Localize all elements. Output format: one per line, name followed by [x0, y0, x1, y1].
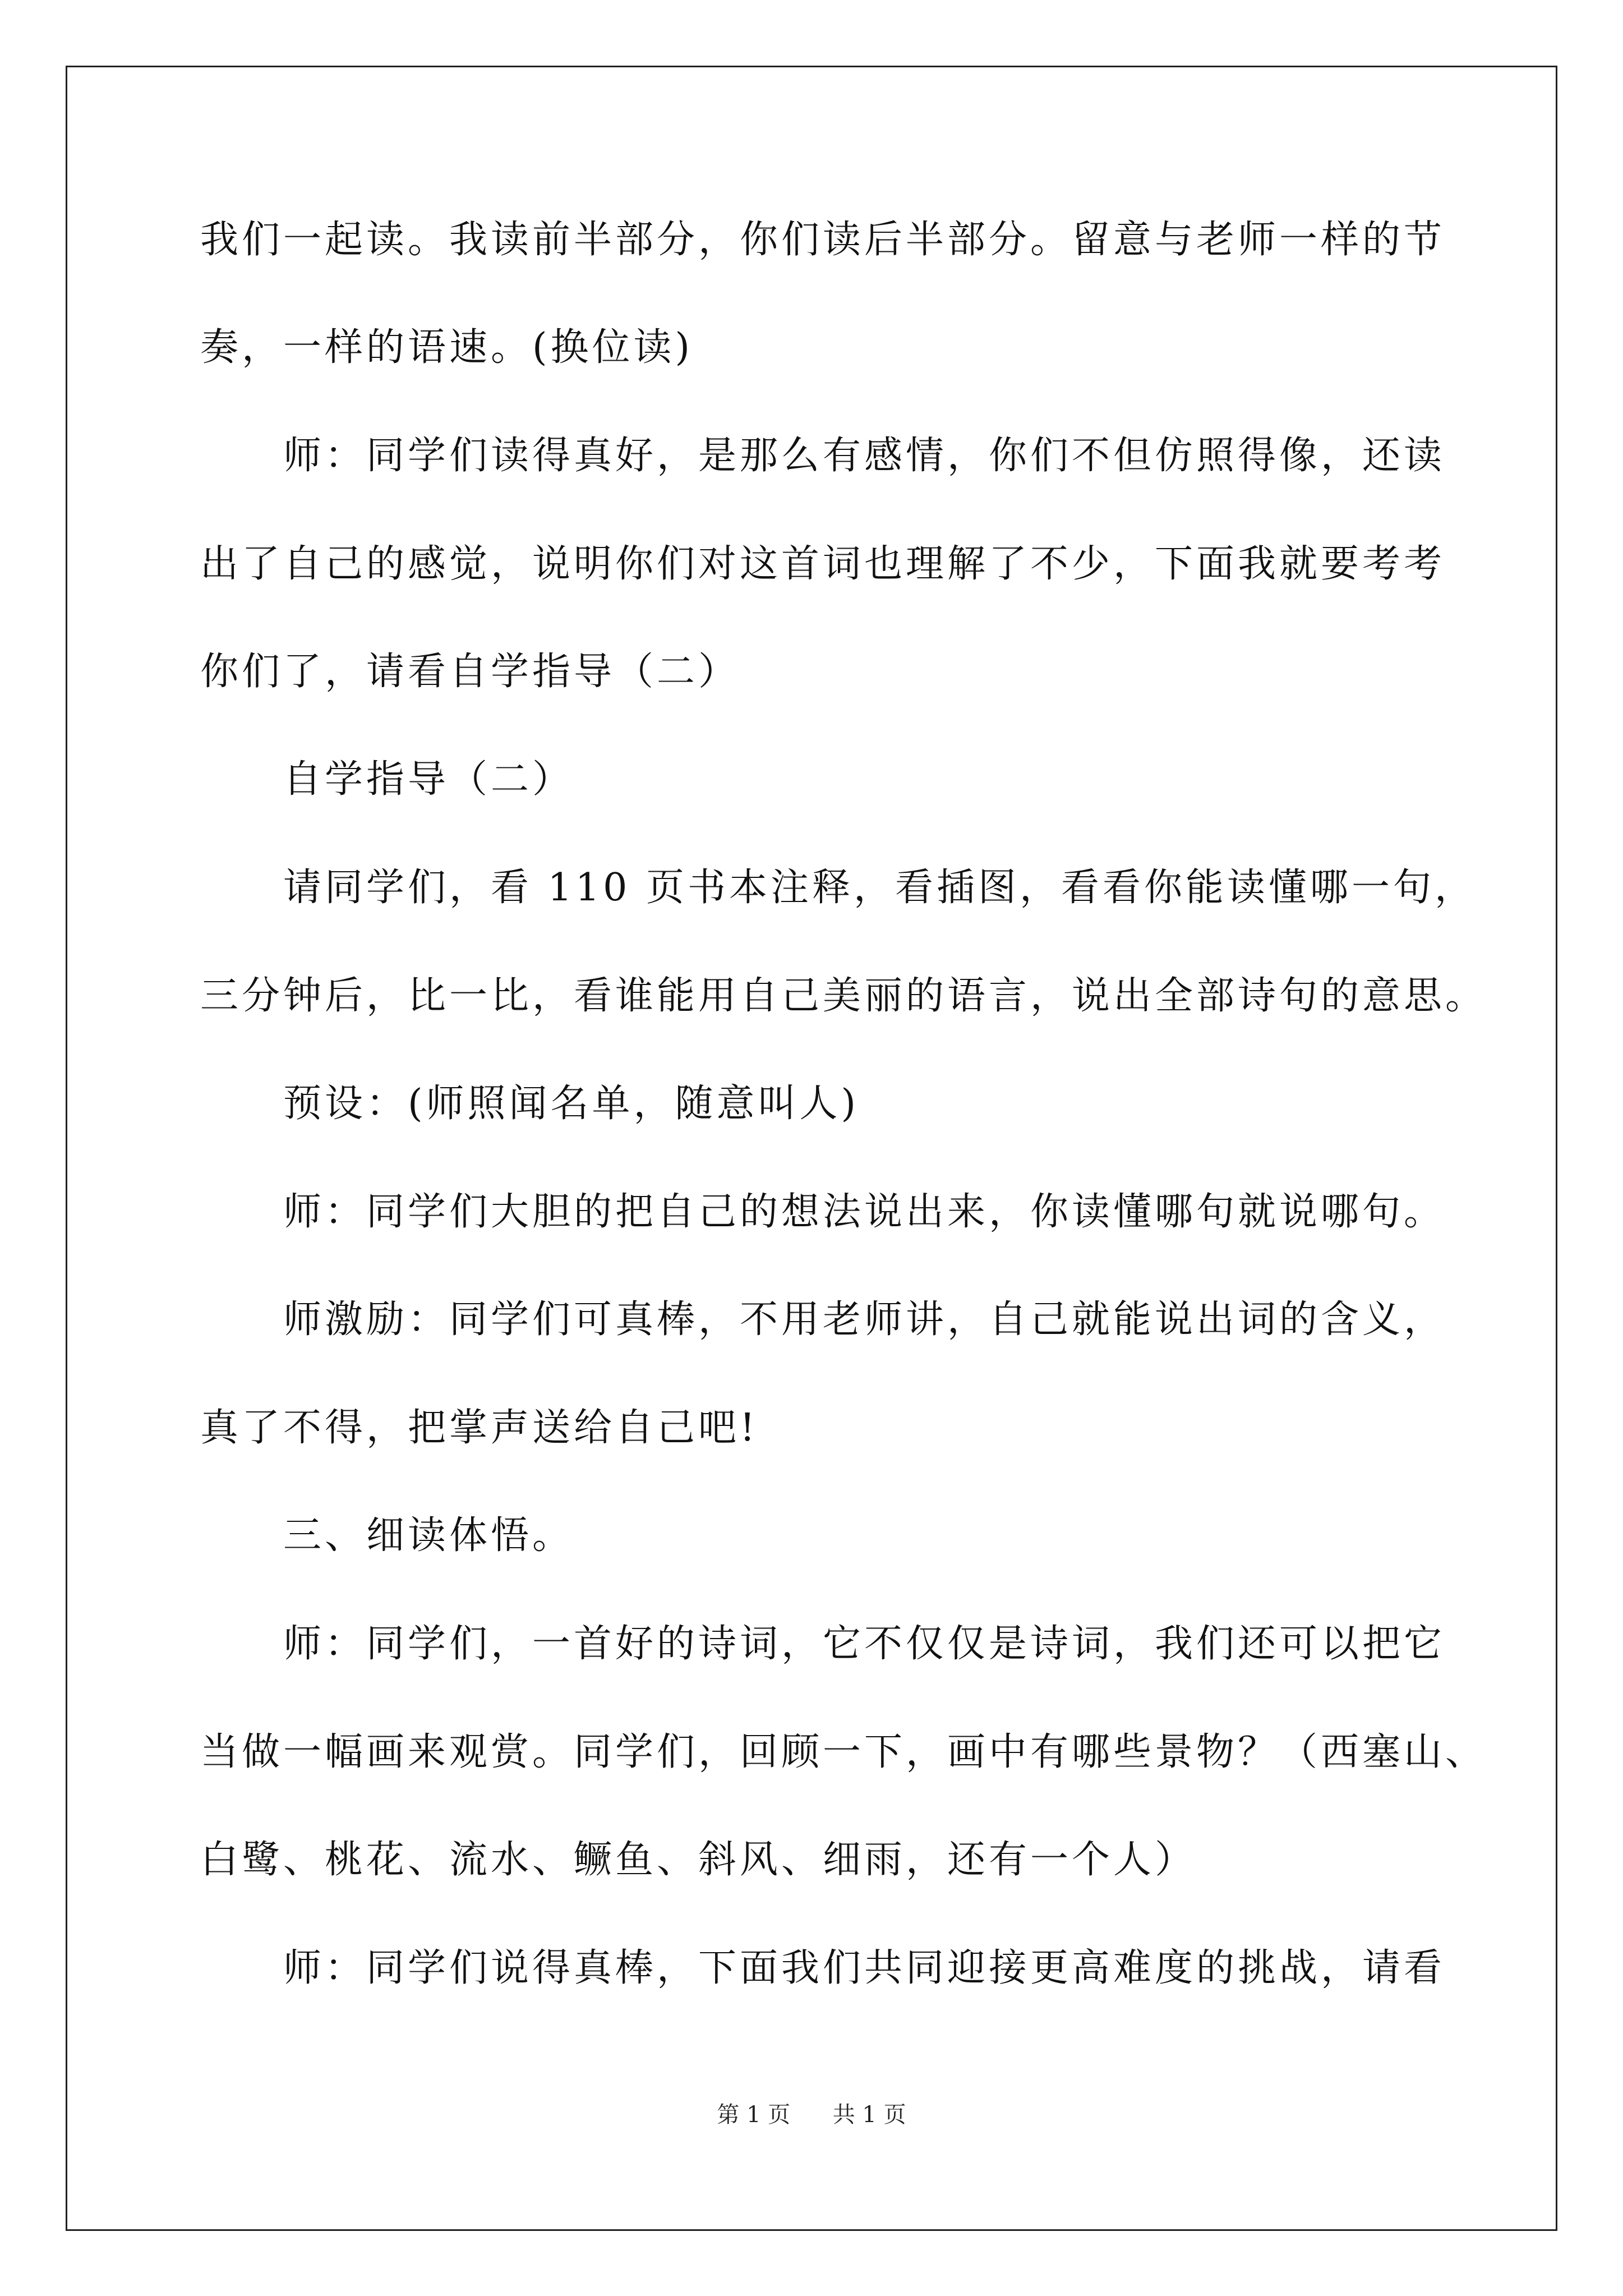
text-line: 三分钟后，比一比，看谁能用自己美丽的语言，说出全部诗句的意思。 [200, 974, 1487, 1018]
text-line: 你们了，请看自学指导（二） [200, 650, 740, 694]
text-line: 出了自己的感觉，说明你们对这首词也理解了不少，下面我就要考考 [200, 542, 1446, 586]
text-line: 师：同学们说得真棒，下面我们共同迎接更高难度的挑战，请看 [283, 1946, 1446, 1990]
text-line: 我们一起读。我读前半部分，你们读后半部分。留意与老师一样的节 [200, 218, 1446, 262]
page-border [66, 66, 1557, 2231]
text-line: 师激励：同学们可真棒，不用老师讲，自己就能说出词的含义， [283, 1297, 1446, 1342]
text-line: 师：同学们读得真好，是那么有感情，你们不但仿照得像，还读 [283, 434, 1446, 478]
text-line: 请同学们，看 110 页书本注释，看插图，看看你能读懂哪一句， [283, 866, 1477, 910]
text-line: 当做一幅画来观赏。同学们，回顾一下，画中有哪些景物？（西塞山、 [200, 1730, 1487, 1774]
text-line: 师：同学们，一首好的诗词，它不仅仅是诗词，我们还可以把它 [283, 1622, 1446, 1666]
page-footer [0, 2101, 1623, 2129]
page-total: 共 1 页 [832, 2102, 906, 2128]
page-number: 第 1 页 [717, 2102, 791, 2128]
text-line: 奏，一样的语速。(换位读) [200, 325, 694, 370]
text-line: 白鹭、桃花、流水、鳜鱼、斜风、细雨，还有一个人） [200, 1838, 1197, 1882]
section-heading: 自学指导（二） [283, 757, 574, 802]
text-line: 师：同学们大胆的把自己的想法说出来，你读懂哪句就说哪句。 [283, 1190, 1446, 1234]
section-heading: 三、细读体悟。 [283, 1513, 574, 1558]
text-line: 预设：(师照闻名单，随意叫人) [283, 1082, 860, 1126]
text-line: 真了不得，把掌声送给自己吧! [200, 1406, 759, 1450]
